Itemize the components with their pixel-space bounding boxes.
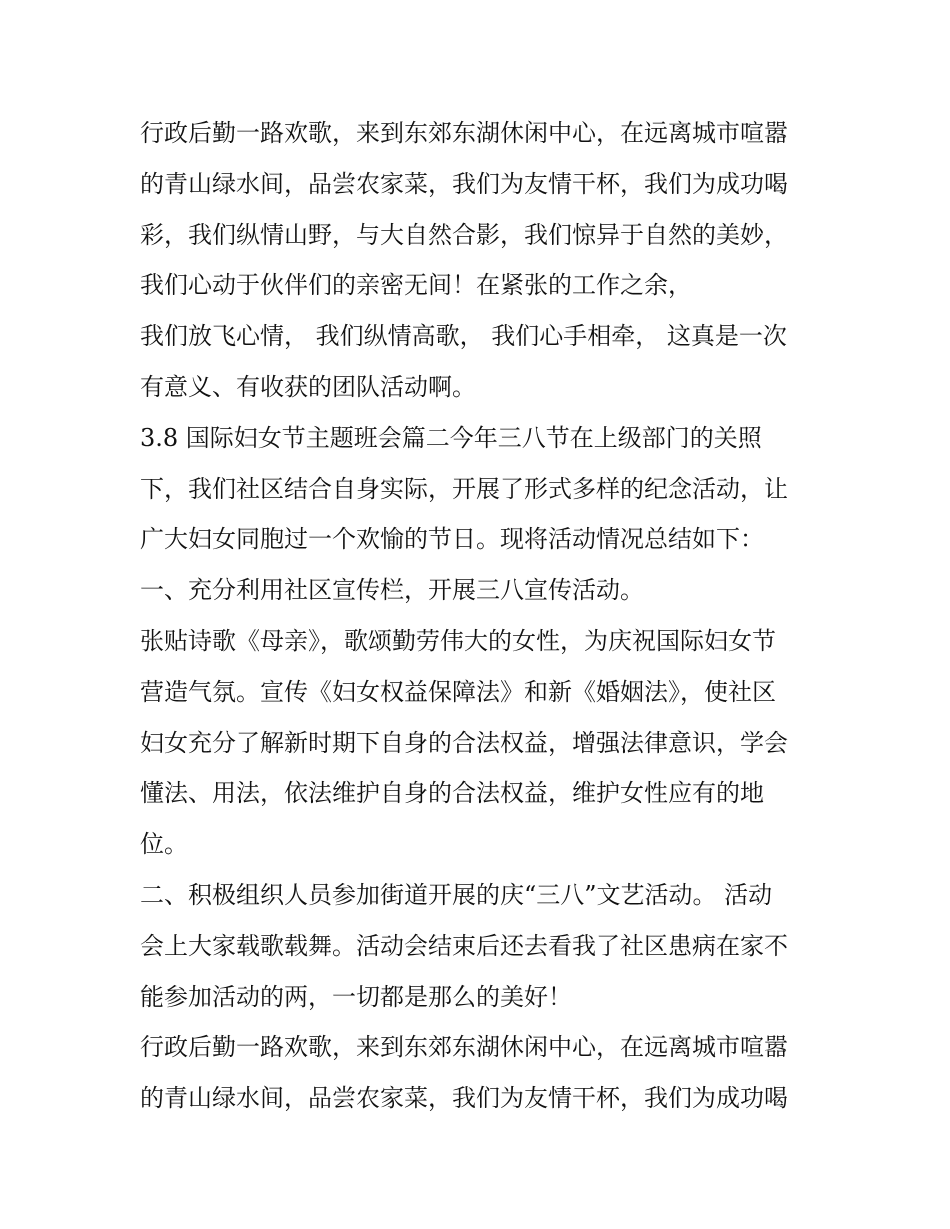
text-line: 下，我们社区结合自身实际，开展了形式多样的纪念活动，让: [140, 474, 788, 503]
list-item-heading: 二、积极组织人员参加街道开展的庆“三八”文艺活动。 活动: [140, 880, 773, 909]
text-line: 广大妇女同胞过一个欢愉的节日。现将活动情况总结如下：: [140, 525, 764, 554]
text-line: 我们放飞心情， 我们纵情高歌， 我们心手相牵， 这真是一次: [140, 322, 787, 351]
text-line: 有意义、有收获的团队活动啊。: [140, 372, 476, 401]
text-line: 行政后勤一路欢歌，来到东郊东湖休闲中心，在远离城市喧嚣: [140, 119, 788, 147]
text-line: 能参加活动的两，一切都是那么的美好！: [140, 982, 572, 1011]
text-line: 会上大家载歌载舞。活动会结束后还去看我了社区患病在家不: [140, 931, 788, 960]
text-line: 的青山绿水间，品尝农家菜，我们为友情干杯，我们为成功喝: [140, 1084, 788, 1113]
text-line: 张贴诗歌《母亲》，歌颂勤劳伟大的女性，为庆祝国际妇女节: [140, 626, 776, 655]
text-line: 行政后勤一路欢歌，来到东郊东湖休闲中心，在远离城市喧嚣: [140, 1033, 788, 1062]
text-line: 妇女充分了解新时期下自身的合法权益，增强法律意识，学会: [140, 728, 788, 757]
text-line: 营造气氛。宣传《妇女权益保障法》和新《婚姻法》，使社区: [140, 677, 776, 706]
text-line: 位。: [140, 830, 188, 859]
list-item-heading: 一、充分利用社区宣传栏，开展三八宣传活动。: [140, 576, 644, 605]
text-line: 我们心动于伙伴们的亲密无间！在紧张的工作之余，: [140, 271, 692, 300]
text-line: 彩，我们纵情山野，与大自然合影，我们惊异于自然的美妙，: [140, 220, 788, 249]
section-heading-line: 3.8 国际妇女节主题班会篇二今年三八节在上级部门的关照: [140, 423, 762, 452]
document-body: [140, 108, 840, 1124]
text-line: 的青山绿水间，品尝农家菜，我们为友情干杯，我们为成功喝: [140, 169, 788, 198]
text-line: 懂法、用法，依法维护自身的合法权益，维护女性应有的地: [140, 779, 764, 808]
